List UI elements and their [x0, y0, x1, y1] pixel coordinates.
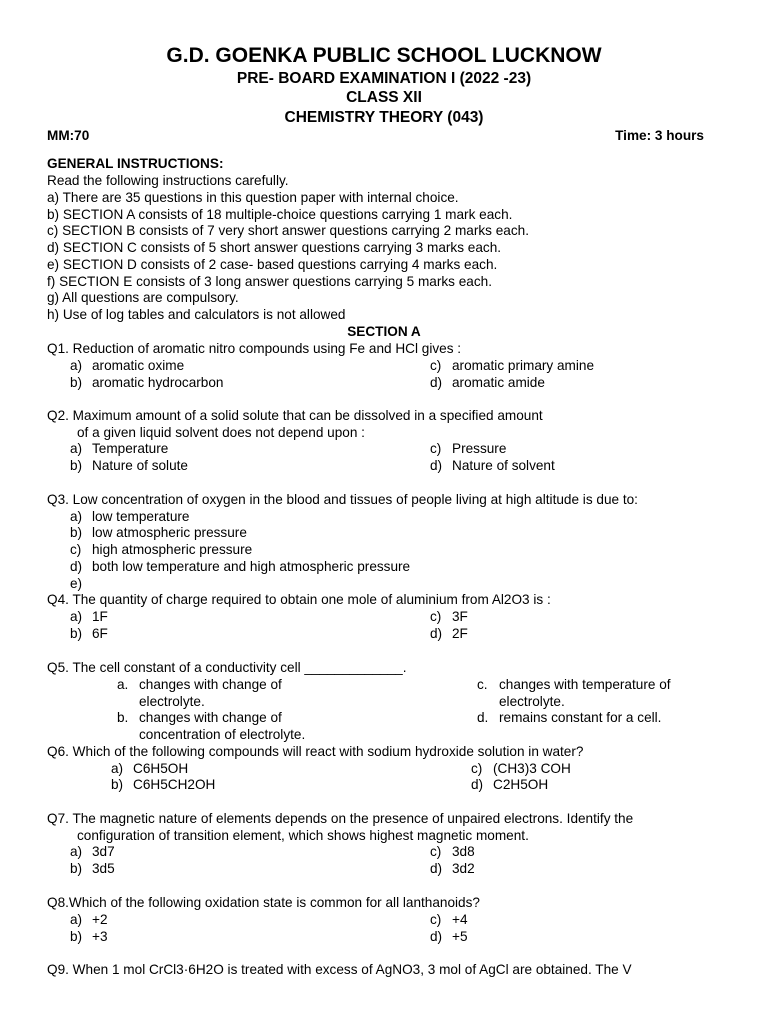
q6-option-a: a) C6H5OH — [111, 761, 189, 776]
q3-option-e: e) — [70, 576, 83, 591]
section-a-heading: SECTION A — [347, 324, 421, 339]
instruction-line: Read the following instructions carefully. — [47, 173, 289, 188]
q5-option-a-continued: electrolyte. — [139, 694, 205, 709]
instruction-line: d) SECTION C consists of 5 short answer questions carrying 3 marks each. — [47, 240, 502, 255]
q3-option-c: c) high atmospheric pressure — [70, 542, 253, 557]
question-3-text: Q3. Low concentration of oxygen in the blood and tissues of people living at high altitude is due to: — [47, 492, 638, 507]
q3-option-b: b) low atmospheric pressure — [70, 525, 247, 540]
instruction-line: b) SECTION A consists of 18 multiple-choice questions carrying 1 mark each. — [47, 207, 513, 222]
instruction-line: f) SECTION E consists of 3 long answer questions carrying 5 marks each. — [47, 274, 492, 289]
q7-option-b: b) 3d5 — [70, 861, 115, 876]
q7-option-a: a) 3d7 — [70, 844, 115, 859]
q7-option-d: d) 3d2 — [430, 861, 475, 876]
q2-option-c: c) Pressure — [430, 441, 507, 456]
school-name: G.D. GOENKA PUBLIC SCHOOL LUCKNOW — [166, 44, 602, 67]
q6-option-c: c) (CH3)3 COH — [471, 761, 571, 776]
q2-option-d: d) Nature of solvent — [430, 458, 555, 473]
q2-option-a: a) Temperature — [70, 441, 169, 456]
instruction-line: g) All questions are compulsory. — [47, 290, 239, 305]
question-7-text-continued: configuration of transition element, which shows highest magnetic moment. — [77, 828, 529, 843]
q3-option-a: a) low temperature — [70, 509, 190, 524]
class-title: CLASS XII — [346, 89, 422, 106]
q1-option-c: c) aromatic primary amine — [430, 358, 595, 373]
q8-option-c: c) +4 — [430, 912, 468, 927]
q4-option-a: a) 1F — [70, 609, 108, 624]
q3-option-d: d) both low temperature and high atmospheric pressure — [70, 559, 411, 574]
q8-option-a: a) +2 — [70, 912, 108, 927]
instruction-line: c) SECTION B consists of 7 very short answer questions carrying 2 marks each. — [47, 223, 529, 238]
q4-option-b: b) 6F — [70, 626, 108, 641]
q5-option-c: c. changes with temperature of — [477, 677, 671, 692]
question-8-text: Q8.Which of the following oxidation state is common for all lanthanoids? — [47, 895, 480, 910]
q4-option-c: c) 3F — [430, 609, 468, 624]
q5-option-d: d. remains constant for a cell. — [477, 710, 662, 725]
q5-option-b: b. changes with change of — [117, 710, 282, 725]
q5-option-a: a. changes with change of — [117, 677, 282, 692]
instruction-line: a) There are 35 questions in this question paper with internal choice. — [47, 190, 459, 205]
max-marks: MM:70 — [47, 128, 90, 143]
question-5-text: Q5. The cell constant of a conductivity cell _____________. — [47, 660, 407, 675]
instruction-line: h) Use of log tables and calculators is not allowed — [47, 307, 346, 322]
q8-option-d: d) +5 — [430, 929, 468, 944]
q6-option-b: b) C6H5CH2OH — [111, 777, 216, 792]
q2-option-b: b) Nature of solute — [70, 458, 188, 473]
instructions-heading: GENERAL INSTRUCTIONS: — [47, 156, 224, 171]
q5-option-c-continued: electrolyte. — [499, 694, 565, 709]
q5-option-b-continued: concentration of electrolyte. — [139, 727, 306, 742]
exam-title: PRE- BOARD EXAMINATION I (2022 -23) — [236, 70, 532, 87]
subject-title: CHEMISTRY THEORY (043) — [284, 109, 484, 126]
question-6-text: Q6. Which of the following compounds will react with sodium hydroxide solution in water? — [47, 744, 584, 759]
q8-option-b: b) +3 — [70, 929, 108, 944]
q7-option-c: c) 3d8 — [430, 844, 475, 859]
q4-option-d: d) 2F — [430, 626, 468, 641]
question-2-text: Q2. Maximum amount of a solid solute that can be dissolved in a specified amount — [47, 408, 543, 423]
question-1-text: Q1. Reduction of aromatic nitro compounds using Fe and HCl gives : — [47, 341, 462, 356]
question-7-text: Q7. The magnetic nature of elements depends on the presence of unpaired electrons. Identify the — [47, 811, 634, 826]
question-2-text-continued: of a given liquid solvent does not depend upon : — [77, 425, 365, 440]
q6-option-d: d) C2H5OH — [471, 777, 549, 792]
question-4-text: Q4. The quantity of charge required to obtain one mole of aluminium from Al2O3 is : — [47, 592, 551, 607]
q1-option-a: a) aromatic oxime — [70, 358, 185, 373]
instruction-line: e) SECTION D consists of 2 case- based questions carrying 4 marks each. — [47, 257, 498, 272]
q1-option-d: d) aromatic amide — [430, 375, 545, 390]
q1-option-b: b) aromatic hydrocarbon — [70, 375, 224, 390]
question-9-text: Q9. When 1 mol CrCl3·6H2O is treated with excess of AgNO3, 3 mol of AgCl are obtained. The V — [47, 962, 632, 977]
time-allowed: Time: 3 hours — [615, 128, 704, 143]
